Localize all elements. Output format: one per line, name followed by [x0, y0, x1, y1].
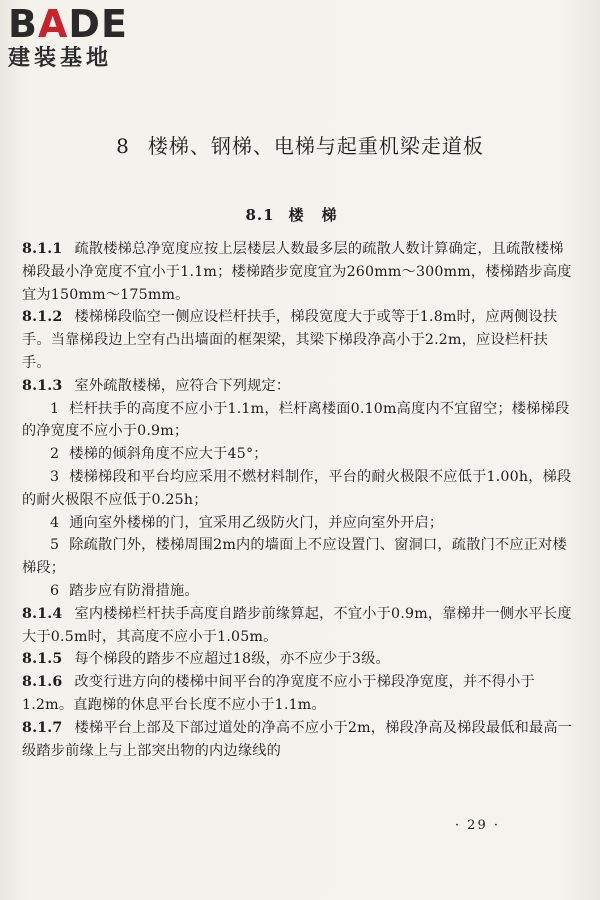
- item-number: 6: [50, 582, 60, 599]
- item-text: 楼梯的倾斜角度不应大于45°；: [69, 446, 268, 463]
- clause-8-1-5: [22, 648, 576, 671]
- clause-text: 每个梯段的踏步不应超过18级，亦不应少于3级。: [74, 651, 390, 668]
- clause-text: 疏散楼梯总净宽度应按上层楼层人数最多层的疏散人数计算确定，且疏散楼梯梯段最小净宽度不宜小于1.1m；楼梯踏步宽度宜为260mm～300mm，楼梯踏步高度宜为150mm～175mm。: [22, 241, 572, 303]
- clause-number: 8.1.5: [22, 651, 63, 668]
- clause-text: 室内楼梯栏杆扶手高度自踏步前缘算起，不宜小于0.9m，靠梯井一侧水平长度大于0.5m时，其高度不应小于1.05m。: [22, 605, 572, 645]
- logo-brand-text: [8, 4, 178, 44]
- section-heading: [0, 204, 600, 225]
- item-number: 4: [50, 514, 60, 531]
- item-text: 栏杆扶手的高度不应小于1.1m，栏杆离楼面0.10m高度内不宜留空；楼梯梯段的净宽度不应小于0.9m；: [22, 400, 570, 440]
- logo-letter: D: [68, 2, 101, 46]
- list-item: [22, 398, 576, 444]
- clause-number: 8.1.3: [22, 377, 63, 394]
- clause-8-1-1: [22, 238, 576, 306]
- logo-letter: A: [37, 2, 69, 46]
- clause-number: 8.1.2: [22, 309, 63, 326]
- clause-number: 8.1.4: [22, 605, 63, 622]
- clause-8-1-2: [22, 306, 576, 374]
- clause-text: 楼梯梯段临空一侧应设栏杆扶手，梯段宽度大于或等于1.8m时，应两侧设扶手。当靠梯段边上空有凸出墙面的框架梁，其梁下梯段净高小于2.2m，应设栏杆扶手。: [22, 309, 558, 371]
- clause-8-1-4: [22, 603, 576, 649]
- list-item: [22, 443, 576, 466]
- list-item: [22, 466, 576, 512]
- item-text: 踏步应有防滑措施。: [69, 582, 199, 599]
- item-number: 3: [50, 468, 60, 485]
- page-number: · 29 ·: [454, 818, 500, 833]
- logo-letter: B: [8, 2, 38, 46]
- item-number: 1: [50, 400, 60, 417]
- section-title: 楼梯: [288, 206, 355, 224]
- clause-8-1-6: [22, 671, 576, 717]
- bade-logo: [8, 4, 178, 72]
- item-text: 通向室外楼梯的门，宜采用乙级防火门，并应向室外开启；: [69, 514, 444, 531]
- clause-number: 8.1.6: [22, 674, 63, 691]
- clause-text: 改变行进方向的楼梯中间平台的净宽度不应小于梯段净宽度，并不得小于1.2m。直跑梯的休息平台长度不应小于1.1m。: [22, 674, 535, 713]
- item-text: 除疏散门外，楼梯周围2m内的墙面上不应设置门、窗洞口，疏散门不应正对楼梯段；: [22, 537, 567, 577]
- clause-number: 8.1.7: [22, 719, 63, 736]
- chapter-number: 8: [116, 134, 130, 158]
- item-number: 5: [50, 537, 60, 554]
- clause-text: 楼梯平台上部及下部过道处的净高不应小于2m，梯段净高及梯段最低和最高一级踏步前缘上与上部突出物的内边缘线的: [22, 719, 573, 759]
- section-number: 8.1: [245, 206, 275, 224]
- clause-8-1-3: [22, 375, 576, 398]
- item-text: 楼梯梯段和平台均应采用不燃材料制作，平台的耐火极限不应低于1.00h，梯段的耐火极限不应低于0.25h；: [22, 468, 572, 508]
- list-item: [22, 534, 576, 580]
- logo-letter: E: [100, 2, 128, 46]
- clause-number: 8.1.1: [22, 241, 63, 257]
- clause-text: 室外疏散楼梯，应符合下列规定：: [74, 377, 291, 394]
- list-item: [22, 580, 576, 603]
- chapter-title: 楼梯、钢梯、电梯与起重机梁走道板: [147, 134, 484, 158]
- chapter-heading: [0, 130, 600, 159]
- item-number: 2: [50, 446, 60, 463]
- logo-subtitle: 建装基地: [8, 46, 113, 71]
- document-body: [22, 238, 576, 762]
- list-item: [22, 512, 576, 535]
- clause-8-1-7: [22, 717, 576, 763]
